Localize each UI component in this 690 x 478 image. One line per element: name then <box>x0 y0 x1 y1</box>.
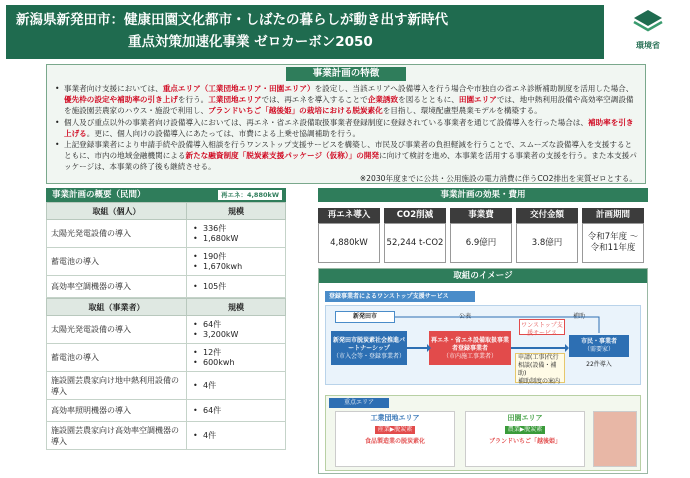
registered-sub: （市内施工事業者） <box>442 353 497 360</box>
highlight: 企業誘致 <box>367 95 399 105</box>
table-row <box>47 400 286 422</box>
row-values <box>187 422 286 450</box>
text: に向けて検討を進め、本事業を活用する事業者の支援を行う。また本支援パッケージは、本事業の終了後も継続させる。 <box>64 151 637 172</box>
rural-note: ブランドいちご「越後姫」 <box>488 438 561 445</box>
city-box: 新発田市 <box>335 311 395 323</box>
feature-bullet-1 <box>55 83 637 117</box>
effect-value: 令和7年度 ～ 令和11年度 <box>582 223 644 263</box>
flow-item: 相談(設備・補助) <box>518 362 557 377</box>
text: 個人及び重点以外の事業者向け設備導入においては、再エネ・省エネ設備取扱事業者登録制度に登録されている事業者を通じて設備導入を行った場合は、 <box>64 117 588 127</box>
highlight: ブランドいちご「越後姫」の栽培における脱炭素化 <box>208 106 383 116</box>
highlight: 重点エリア（工業団地エリア・田園エリア） <box>162 84 315 93</box>
text: を行う。 <box>177 95 209 105</box>
individual-header-item: 取組（個人） <box>47 203 187 220</box>
row-values <box>187 372 286 400</box>
features-section <box>46 64 646 184</box>
subsidy-label: 補助 <box>572 313 585 320</box>
row-value: • 105件 <box>191 282 281 292</box>
row-value: • 190件 <box>191 252 281 262</box>
table-row <box>47 276 286 298</box>
row-value: • 12件 <box>191 348 281 358</box>
row-value: • 1,680kW <box>191 234 281 244</box>
row-value: • 4件 <box>191 381 281 391</box>
effect-cost <box>450 208 512 263</box>
effect-label: 交付金額 <box>516 208 578 223</box>
image-section <box>318 268 648 474</box>
page-subtitle: 重点対策加速化事業 ゼロカーボン2050 <box>128 34 373 50</box>
rural-label: 田園エリア <box>507 414 543 422</box>
features-note: ※2030年度までに公共・公用施設の電力消費に伴うCO2排出を実質ゼロとする。 <box>359 173 637 183</box>
table-row <box>47 372 286 400</box>
row-item: 太陽光発電設備の導入 <box>47 220 187 248</box>
flow-arrows <box>319 269 649 389</box>
row-item: 施設園芸農家向け地中熱利用設備の導入 <box>47 372 187 400</box>
highlight: 工業団地エリア <box>208 95 262 105</box>
plan-section <box>46 188 286 476</box>
row-value: • 64件 <box>191 320 281 330</box>
row-values <box>187 316 286 344</box>
onestop-badge: ワンストップ支援サービス <box>519 319 565 335</box>
strawberry-photo <box>593 411 637 467</box>
table-row <box>47 248 286 276</box>
effect-co2 <box>384 208 446 263</box>
row-value: • 3,200kW <box>191 330 281 340</box>
row-value: • 64件 <box>191 406 281 416</box>
row-values <box>187 344 286 372</box>
ministry-logo-text: 環境省 <box>636 41 660 50</box>
partnership-sub: （市入会等・登録事業者） <box>332 353 405 360</box>
table-row <box>47 220 286 248</box>
effect-value: 6.9億円 <box>450 223 512 263</box>
row-values <box>187 400 286 422</box>
effects-heading: 事業計画の効果・費用 <box>318 188 648 202</box>
row-item: 施設園芸農家向け高効率空調機器の導入 <box>47 422 187 450</box>
individual-header-scale: 規模 <box>187 203 286 220</box>
table-row <box>47 316 286 344</box>
features-body <box>47 81 645 184</box>
effect-value: 52,244 t-CO2 <box>384 223 446 263</box>
plan-heading <box>46 188 286 202</box>
public-label: 公表 <box>458 313 471 320</box>
page-title: 新潟県新発田市：健康田園文化都市・しばたの暮らしが動き出す新時代 <box>16 12 448 28</box>
service-banner: 登録事業者によるワンストップ支援サービス <box>325 291 475 302</box>
individual-table <box>46 202 286 298</box>
ministry-logo-icon <box>631 8 665 34</box>
highlight: 優先枠の設定や補助率の引き上げ <box>64 95 178 105</box>
features-heading: 事業計画の特徴 <box>286 67 406 81</box>
business-table <box>46 298 286 450</box>
text: を設定し、当該エリアへ設備導入を行う場合や市独自の省エネ診断補助制度を活用した場合、 <box>314 84 634 93</box>
citizens-sub: （需要家） <box>583 346 614 353</box>
row-value: • 600kwh <box>191 358 281 368</box>
effect-grant <box>516 208 578 263</box>
business-header-scale: 規模 <box>187 299 286 316</box>
image-heading: 取組のイメージ <box>319 269 647 283</box>
row-values <box>187 220 286 248</box>
business-header-item: 取組（事業者） <box>47 299 187 316</box>
row-item: 蓄電池の導入 <box>47 344 187 372</box>
text: を目指し、環境配慮型農業モデルを構築する。 <box>382 106 542 116</box>
effect-label: CO2削減 <box>384 208 446 223</box>
row-value: • 4件 <box>191 431 281 441</box>
industrial-note: 食品製造業の脱炭素化 <box>364 438 425 445</box>
effects-grid <box>318 208 648 263</box>
citizens-label: 市民・事業者 <box>580 338 617 345</box>
effect-value: 3.8億円 <box>516 223 578 263</box>
header <box>0 0 690 62</box>
text: では、再エネを導入することで <box>261 95 368 105</box>
flow-item: 申請(工事)代行 <box>518 354 559 361</box>
industrial-label: 工業団地エリア <box>370 414 420 422</box>
highlight: 田園エリア <box>458 95 497 105</box>
row-values <box>187 248 286 276</box>
row-value: • 1,670kwh <box>191 262 281 272</box>
text: 事業者向け支援においては、 <box>64 84 163 93</box>
row-item: 高効率照明機器の導入 <box>47 400 187 422</box>
focus-heading: 重点エリア <box>329 398 389 408</box>
partnership-label: 新発田市脱炭素社会推進パートナーシップ <box>332 337 405 352</box>
effect-renewable <box>318 208 380 263</box>
row-values <box>187 276 286 298</box>
registered-label: 再エネ・省エネ設備取扱事業者登録事業者 <box>430 337 509 352</box>
effect-value: 4,880kW <box>318 223 380 263</box>
plan-badge: 再エネ：4,880kW <box>218 190 282 200</box>
feature-bullet-3 <box>55 139 637 173</box>
table-row <box>47 344 286 372</box>
text: を図るとともに、 <box>398 95 459 105</box>
citizens-note: 22件導入 <box>586 361 612 368</box>
title-bar <box>6 5 604 59</box>
row-item: 高効率空調機器の導入 <box>47 276 187 298</box>
effects-section <box>318 188 648 263</box>
effect-label: 事業費 <box>450 208 512 223</box>
effect-period <box>582 208 644 263</box>
text: 。更に、個人向けの設備導入にあたっては、市費による上乗せ協調補助を行う。 <box>86 128 361 138</box>
industrial-tag: 産業▶脱炭素 <box>375 426 416 434</box>
table-row <box>47 422 286 450</box>
highlight: 新たな融資制度「脱炭素支援パッケージ（仮称）」の開発 <box>185 151 379 161</box>
effect-label: 再エネ導入 <box>318 208 380 223</box>
row-item: 太陽光発電設備の導入 <box>47 316 187 344</box>
row-item: 蓄電池の導入 <box>47 248 187 276</box>
plan-heading-text: 事業計画の概要（民間） <box>52 190 146 200</box>
rural-card <box>465 411 585 467</box>
text: では、地中熱利用設備や高効率空調設備を施設園芸農家のハウス・施設で利用し、 <box>64 95 634 116</box>
rural-tag: 農業▶脱炭素 <box>505 426 546 434</box>
ministry-logo <box>618 8 678 54</box>
effect-label: 計画期間 <box>582 208 644 223</box>
highlight: 補助率を引き上げる <box>64 117 634 138</box>
text: 上記登録事業者により申請手続や設備導入相談を行うワンストップ支援サービスを構築し、市民及び事業者の負担軽減を行うことで、スムーズな設備導入を支援するとともに、市内の地域金融機関による <box>64 140 633 161</box>
flow-item: 補助制度の案内 <box>518 378 561 385</box>
industrial-card <box>335 411 455 467</box>
row-value: • 336件 <box>191 224 281 234</box>
feature-bullet-2 <box>55 117 637 139</box>
